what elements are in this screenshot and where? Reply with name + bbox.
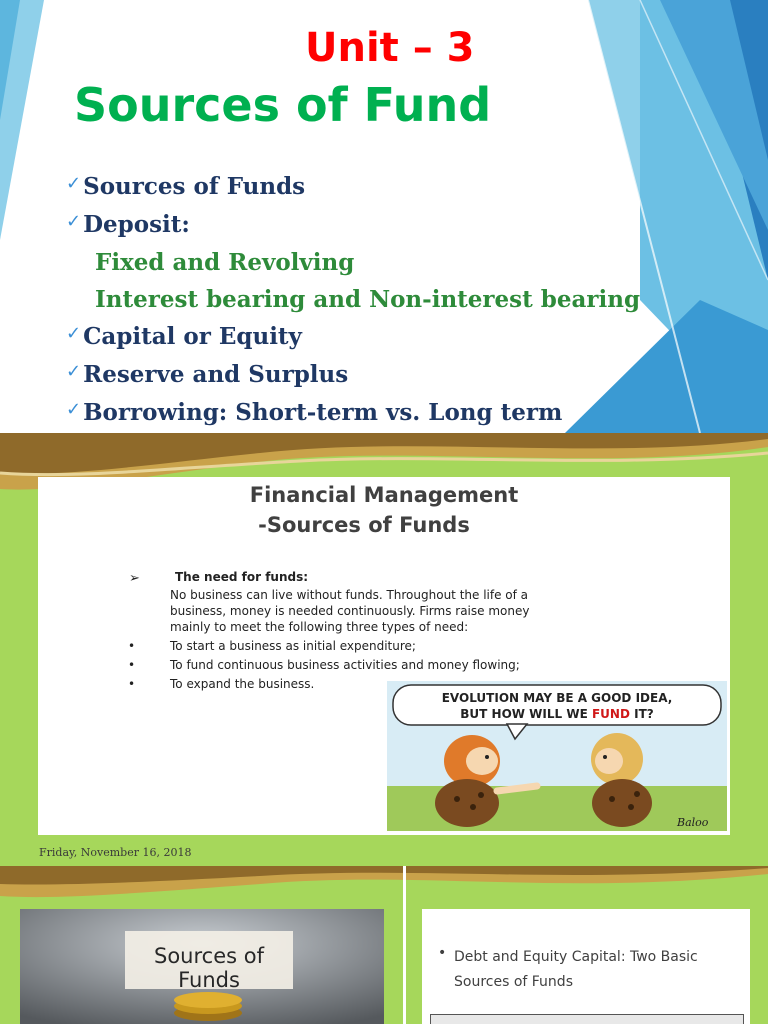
arrow-bullet-icon: ➢: [129, 571, 140, 586]
need-item: • To start a business as initial expenditure;: [128, 637, 520, 656]
bullet-icon: •: [128, 658, 136, 672]
checkmark-icon: ✓: [66, 173, 82, 194]
topic-item: ✓Deposit:: [66, 211, 190, 238]
slide-gutter: [403, 866, 406, 1024]
slide-card: [38, 477, 730, 835]
slide-unit-3: [0, 0, 768, 433]
card-title: Financial Management: [249, 483, 519, 507]
speech-bubble-line1: EVOLUTION MAY BE A GOOD IDEA,: [441, 691, 673, 705]
bullet-icon: •: [128, 677, 136, 691]
slide-financial-management: [0, 433, 768, 866]
checkmark-icon: ✓: [66, 361, 82, 382]
bullet-icon: •: [438, 945, 447, 961]
diagram-box: [430, 1014, 744, 1024]
caveman-cartoon: [387, 681, 727, 831]
need-heading: The need for funds:: [175, 570, 309, 584]
slide-debt-equity: [422, 909, 750, 1024]
slide-label-box: [125, 931, 293, 992]
topic-subitem: Interest bearing and Non-interest bearing: [95, 286, 641, 313]
cartoon-signature: Baloo: [677, 816, 709, 829]
checkmark-icon: ✓: [66, 211, 82, 232]
checkmark-icon: ✓: [66, 399, 82, 420]
slide-row-bottom: [0, 866, 768, 1024]
slide-bullet-text: Debt and Equity Capital: Two Basic Sources of Funds: [454, 949, 698, 990]
topic-item: ✓Capital or Equity: [66, 323, 302, 350]
speech-bubble-line2: BUT HOW WILL WE FUND IT?: [460, 707, 654, 721]
bullet-icon: •: [128, 639, 136, 653]
slide-label: Sources of Funds: [154, 944, 264, 992]
need-item: • To fund continuous business activities and money flowing;: [128, 656, 520, 675]
topic-subitem: Fixed and Revolving: [95, 249, 355, 276]
card-subtitle: -Sources of Funds: [258, 513, 470, 537]
slide-title: Sources of Fund: [74, 78, 492, 132]
slide-sources-of-funds: [20, 909, 384, 1024]
unit-title: Unit – 3: [305, 25, 475, 71]
need-description: No business can live without funds. Throughout the life of a business, money is needed continuously. Firms raise money mainly to meet the following three types of need:: [170, 588, 530, 634]
checkmark-icon: ✓: [66, 323, 82, 344]
topic-item: ✓Reserve and Surplus: [66, 361, 349, 388]
need-item: • To expand the business.: [128, 675, 520, 694]
topic-item: ✓Borrowing: Short-term vs. Long term: [66, 399, 563, 426]
topic-list: [66, 170, 640, 433]
slide-date: Friday, November 16, 2018: [39, 846, 192, 859]
topic-item: ✓Sources of Funds: [66, 173, 306, 200]
